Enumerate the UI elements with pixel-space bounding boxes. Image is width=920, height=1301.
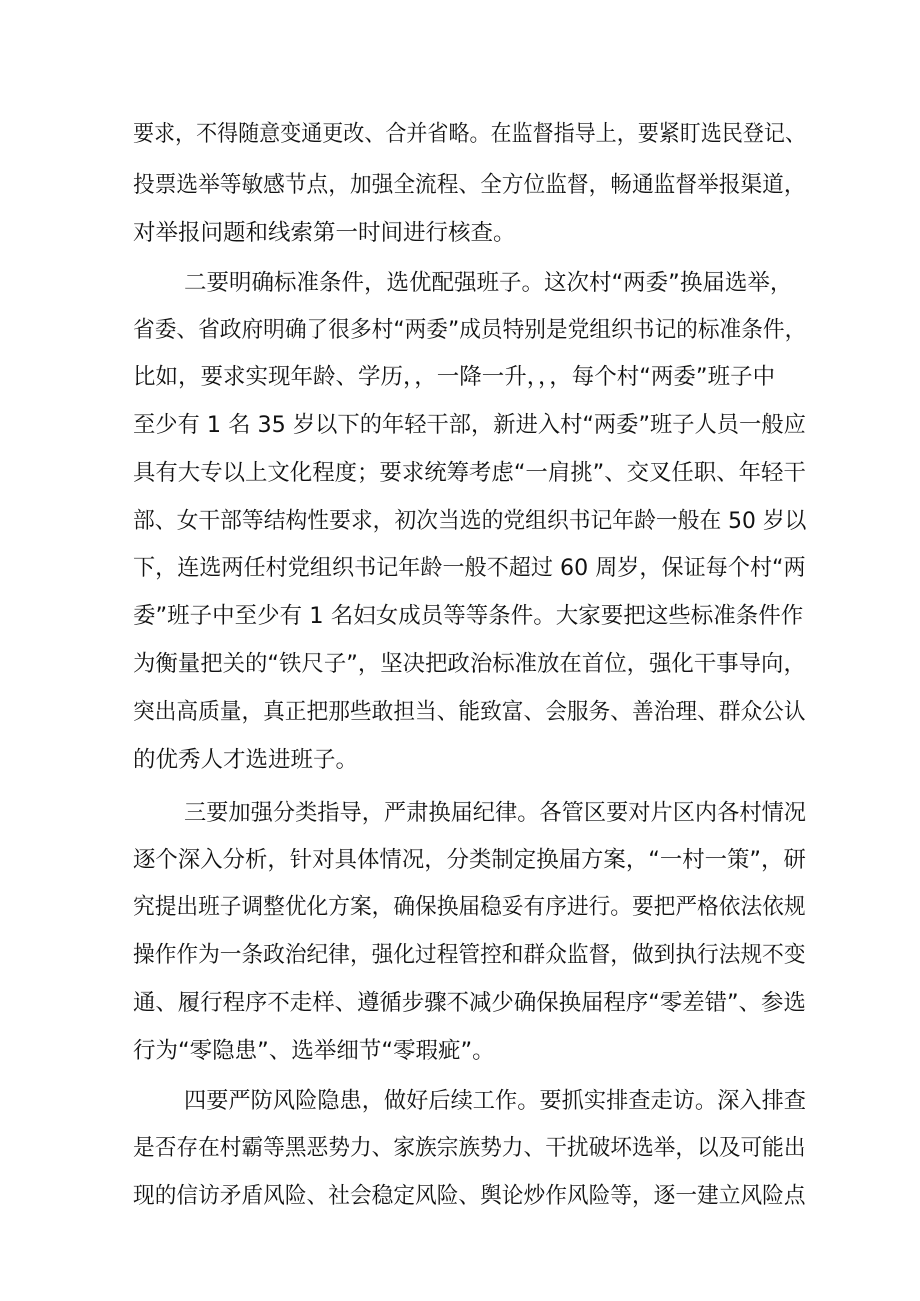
- paragraph-line: 省委、省政府明确了很多村“两委”成员特别是党组织书记的标准条件，: [133, 317, 807, 343]
- paragraph-line: 下，连选两任村党组织书记年龄一般不超过 60 周岁，保证每个村“两: [133, 555, 806, 581]
- paragraph-line: 要求，不得随意变通更改、合并省略。在监督指导上，要紧盯选民登记、: [133, 121, 806, 147]
- paragraph-line: 突出高质量，真正把那些敢担当、能致富、会服务、善治理、群众公认: [133, 699, 806, 725]
- paragraph-line: 部、女干部等结构性要求，初次当选的党组织书记年龄一般在 50 岁以: [133, 508, 807, 534]
- paragraph-line: 至少有 1 名 35 岁以下的年轻干部，新进入村“两委”班子人员一般应: [133, 412, 806, 438]
- paragraph-line: 投票选举等敏感节点，加强全流程、全方位监督，畅通监督举报渠道，: [133, 172, 806, 198]
- paragraph-line: 具有大专以上文化程度；要求统筹考虑“一肩挑”、交叉任职、年轻干: [133, 460, 806, 486]
- paragraph-line: 为衡量把关的“铁尺子”，坚决把政治标准放在首位，强化干事导向，: [133, 651, 806, 677]
- paragraph-line: 逐个深入分析，针对具体情况，分类制定换届方案，“一村一策”，研: [133, 847, 806, 873]
- paragraph-line: 的优秀人才选进班子。: [133, 747, 359, 773]
- paragraph-line: 现的信访矛盾风险、社会稳定风险、舆论炒作风险等，逐一建立风险点: [133, 1183, 806, 1209]
- paragraph-line: 行为“零隐患”、选举细节“零瑕疵”。: [133, 1038, 495, 1064]
- paragraph-line: 比如，要求实现年龄、学历，，一降一升，，，每个村“两委”班子中: [133, 364, 776, 390]
- paragraph-line: 通、履行程序不走样、遵循步骤不减少确保换届程序“零差错”、参选: [133, 990, 806, 1016]
- paragraph-line: 委”班子中至少有 1 名妇女成员等等条件。大家要把这些标准条件作: [133, 603, 804, 629]
- paragraph-line: 究提出班子调整优化方案，确保换届稳妥有序进行。要把严格依法依规: [133, 894, 806, 920]
- paragraph-first-line: 三要加强分类指导，严肃换届纪律。各管区要对片区内各村情况: [184, 800, 807, 826]
- paragraph-line: 操作作为一条政治纪律，强化过程管控和群众监督，做到执行法规不变: [133, 942, 806, 968]
- paragraph-line: 对举报问题和线索第一时间进行核查。: [133, 220, 516, 246]
- paragraph-first-line: 四要严防风险隐患，做好后续工作。要抓实排查走访。深入排查: [184, 1088, 807, 1114]
- paragraph-line: 是否存在村霸等黑恶势力、家族宗族势力、干扰破坏选举，以及可能出: [133, 1135, 806, 1161]
- paragraph-first-line: 二要明确标准条件，选优配强班子。这次村“两委”换届选举，: [184, 270, 793, 296]
